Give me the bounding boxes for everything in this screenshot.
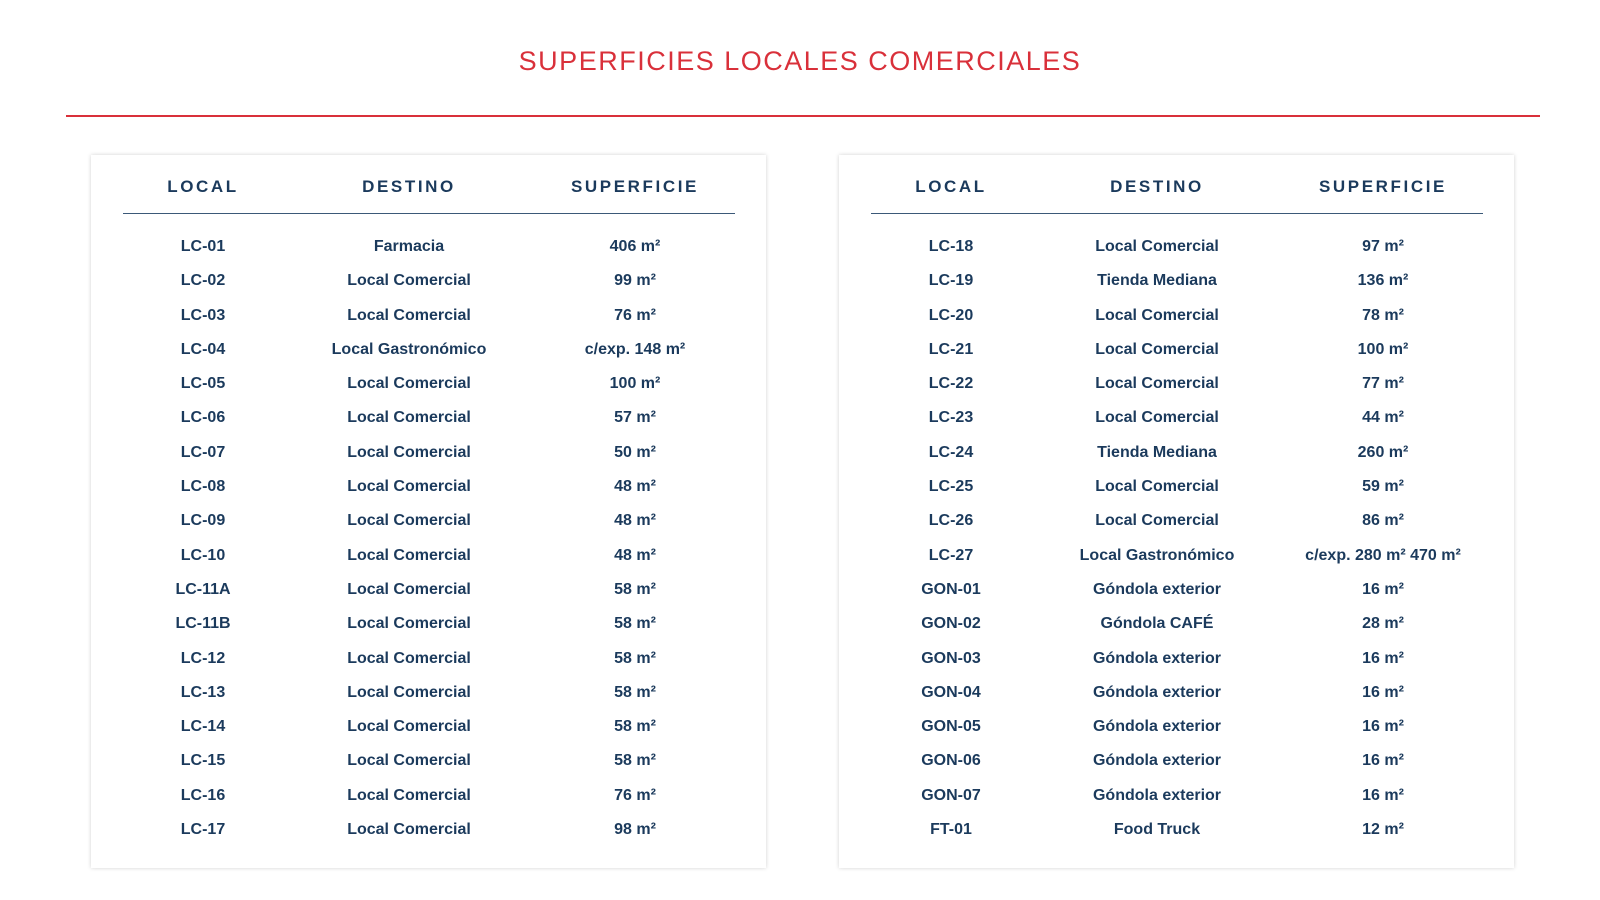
cell-destino: Góndola exterior [1092,649,1222,667]
cell-local: LC-06 [180,409,226,427]
cell-superficie: 58 m² [614,718,656,736]
header-destino: DESTINO [362,177,456,196]
cell-local: LC-14 [180,718,226,736]
cell-superficie: 16 m² [1362,718,1404,736]
cell-destino: Góndola exterior [1092,580,1222,598]
cell-superficie: 77 m² [1362,375,1404,393]
cell-superficie: 58 m² [614,615,656,633]
table-row [871,264,1483,298]
cell-local: LC-09 [180,512,226,530]
cell-superficie: 76 m² [614,786,656,804]
cell-superficie: 12 m² [1362,821,1404,839]
table-row [123,539,735,573]
cell-destino: Local Gastronómico [331,340,487,358]
table-row [871,676,1483,710]
cell-local: LC-15 [180,752,226,770]
cell-local: LC-23 [928,409,974,427]
table-row [123,607,735,641]
cell-local: LC-07 [180,443,226,461]
table-row [123,813,735,847]
table-row [871,333,1483,367]
table-row [871,401,1483,435]
table-row [871,367,1483,401]
cell-destino: Local Comercial [347,306,471,324]
table-row [871,539,1483,573]
cell-destino: Góndola CAFÉ [1100,615,1214,633]
cell-local: GON-04 [921,683,981,701]
cell-destino: Local Comercial [1095,409,1219,427]
cell-local: LC-20 [928,306,974,324]
table-row [123,642,735,676]
right-table-body [871,230,1483,847]
table-row [871,710,1483,744]
header-divider [871,213,1483,214]
cell-destino: Local Comercial [347,580,471,598]
table-row [123,744,735,778]
table-row [123,367,735,401]
cell-destino: Góndola exterior [1092,718,1222,736]
table-row [871,230,1483,264]
cell-superficie: 136 m² [1357,272,1409,290]
cell-destino: Góndola exterior [1092,752,1222,770]
left-table-header [123,177,735,207]
cell-local: LC-26 [928,512,974,530]
cell-destino: Tienda Mediana [1097,272,1217,290]
table-row [871,504,1483,538]
table-row [871,607,1483,641]
table-row [123,436,735,470]
right-table-card [839,155,1514,868]
cell-destino: Farmacia [373,238,445,255]
cell-superficie: 59 m² [1362,478,1404,496]
cell-local: FT-01 [930,821,972,839]
cell-superficie: 100 m² [1357,340,1409,358]
cell-superficie: 97 m² [1362,238,1404,255]
cell-superficie: 16 m² [1362,649,1404,667]
table-row [871,813,1483,847]
cell-local: LC-25 [928,478,974,496]
cell-local: LC-24 [928,443,974,461]
table-row [871,744,1483,778]
cell-destino: Local Comercial [347,683,471,701]
cell-destino: Local Comercial [1095,306,1219,324]
header-destino: DESTINO [1110,177,1204,196]
cell-destino: Local Comercial [347,546,471,564]
table-row [123,504,735,538]
cell-destino: Góndola exterior [1092,683,1222,701]
cell-destino: Tienda Mediana [1097,443,1217,461]
table-row [123,230,735,264]
cell-local: LC-19 [928,272,974,290]
cell-local: LC-22 [928,375,974,393]
cell-local: LC-11A [175,580,231,598]
header-divider [123,213,735,214]
cell-superficie: 48 m² [614,478,656,496]
cell-destino: Góndola exterior [1092,786,1222,804]
cell-local: LC-12 [180,649,226,667]
cell-superficie: 99 m² [614,272,656,290]
cell-superficie: 44 m² [1362,409,1404,427]
cell-local: LC-18 [928,238,974,255]
cell-destino: Local Comercial [1095,512,1219,530]
cell-local: GON-02 [921,615,981,633]
cell-local: LC-03 [180,306,226,324]
cell-local: LC-27 [928,546,974,564]
cell-destino: Local Gastronómico [1079,546,1235,564]
title-divider [66,115,1540,117]
cell-destino: Local Comercial [347,786,471,804]
cell-local: LC-02 [180,272,226,290]
left-table-card [91,155,766,868]
table-row [871,436,1483,470]
cell-local: LC-10 [180,546,226,564]
cell-local: LC-05 [180,375,226,393]
cell-destino: Local Comercial [347,272,471,290]
left-table-body [123,230,735,847]
right-table-header [871,177,1483,207]
cell-superficie: 48 m² [614,512,656,530]
header-local: LOCAL [167,177,239,196]
table-row [871,573,1483,607]
cell-destino: Local Comercial [347,752,471,770]
cell-local: LC-11B [175,615,231,633]
table-row [123,333,735,367]
cell-superficie: c/exp. 280 m² 470 m² [1305,546,1461,564]
header-superficie: SUPERFICIE [570,177,700,196]
table-row [123,264,735,298]
cell-superficie: 58 m² [614,752,656,770]
table-row [123,710,735,744]
cell-local: GON-03 [921,649,981,667]
cell-superficie: c/exp. 148 m² [584,340,686,358]
cell-superficie: 48 m² [614,546,656,564]
cell-superficie: 16 m² [1362,683,1404,701]
table-row [123,676,735,710]
table-row [123,470,735,504]
cell-superficie: 58 m² [614,580,656,598]
table-row [123,299,735,333]
cell-destino: Local Comercial [347,409,471,427]
cell-superficie: 50 m² [614,443,656,461]
cell-destino: Local Comercial [1095,238,1219,255]
cell-local: LC-21 [928,340,974,358]
table-row [123,401,735,435]
cell-superficie: 86 m² [1362,512,1404,530]
cell-superficie: 58 m² [614,683,656,701]
table-row [123,779,735,813]
cell-local: LC-01 [180,238,226,255]
cell-destino: Local Comercial [347,478,471,496]
cell-superficie: 406 m² [609,238,661,255]
cell-superficie: 28 m² [1362,615,1404,633]
cell-local: GON-06 [921,752,981,770]
cell-local: GON-07 [921,786,981,804]
cell-destino: Local Comercial [347,821,471,839]
cell-superficie: 57 m² [614,409,656,427]
cell-superficie: 16 m² [1362,580,1404,598]
table-row [871,299,1483,333]
cell-destino: Local Comercial [1095,375,1219,393]
cell-destino: Local Comercial [1095,478,1219,496]
cell-destino: Local Comercial [347,512,471,530]
cell-destino: Local Comercial [1095,340,1219,358]
cell-superficie: 98 m² [614,821,656,839]
cell-destino: Local Comercial [347,375,471,393]
cell-destino: Local Comercial [347,649,471,667]
cell-superficie: 100 m² [609,375,661,393]
table-row [871,470,1483,504]
cell-local: LC-16 [180,786,226,804]
cell-local: GON-01 [921,580,981,598]
cell-destino: Local Comercial [347,615,471,633]
cell-destino: Food Truck [1113,821,1201,839]
cell-local: GON-05 [921,718,981,736]
cell-local: LC-04 [180,340,226,358]
cell-local: LC-17 [180,821,226,839]
cell-superficie: 16 m² [1362,786,1404,804]
cell-superficie: 76 m² [614,306,656,324]
header-local: LOCAL [915,177,987,196]
cell-local: LC-08 [180,478,226,496]
table-row [871,779,1483,813]
cell-superficie: 78 m² [1362,306,1404,324]
cell-destino: Local Comercial [347,718,471,736]
table-row [871,642,1483,676]
cell-superficie: 58 m² [614,649,656,667]
page-title: SUPERFICIES LOCALES COMERCIALES [518,46,1082,76]
cell-superficie: 260 m² [1357,443,1409,461]
cell-destino: Local Comercial [347,443,471,461]
table-row [123,573,735,607]
cell-local: LC-13 [180,683,226,701]
cell-superficie: 16 m² [1362,752,1404,770]
header-superficie: SUPERFICIE [1318,177,1448,196]
